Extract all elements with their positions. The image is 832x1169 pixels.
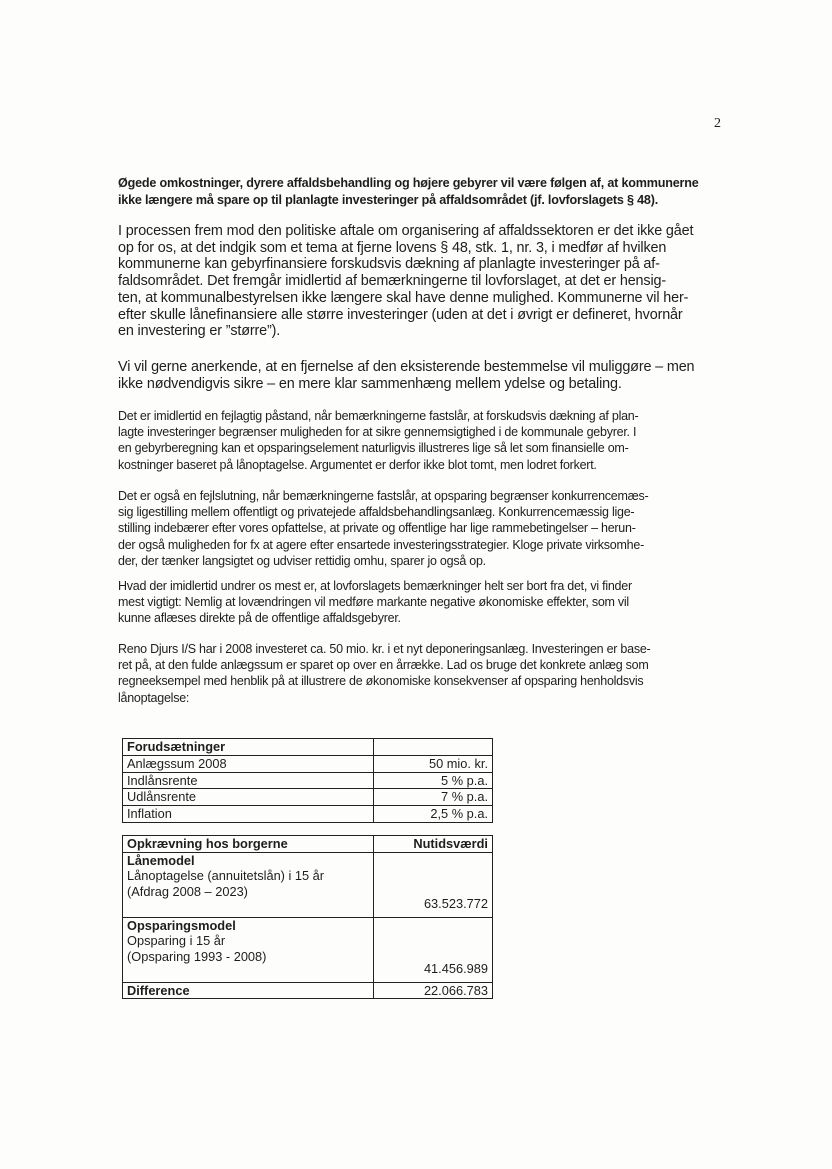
table-row: Udlånsrente 7 % p.a. <box>123 789 493 806</box>
paragraph-3: Det er imidlertid en fejlagtig påstand, når bemærkningerne fastslår, at forskudsvis dækning af plan- lagte investeringer begrænser muligheden for at sikre gennemsigtighed i de kommunale gebyrer. I en gebyrberegning kan et opsparingselement naturligvis illustreres lige så let som finansielle om- kostninger baseret på lånoptagelse. Argumentet er derfor ikke blot tomt, men lodret forkert. <box>118 409 639 472</box>
loan-model-value: 63.523.772 <box>374 852 493 917</box>
table-row <box>123 739 493 756</box>
difference-label: Difference <box>123 982 374 999</box>
paragraph-5: Hvad der imidlertid undrer os mest er, at lovforslagets bemærkninger helt ser bort fra det, vi finder mest vigtigt: Nemlig at lovændringen vil medføre markante negative økonomiske effekter, som vil kunne aflæses direkte på de offentlige affaldsgebyrer. <box>118 579 632 626</box>
savings-model-title: Opsparingsmodel <box>127 917 236 933</box>
paragraph-4: Det er også en fejlslutning, når bemærkningerne fastslår, at opsparing begrænser konkurrencemæs- sig ligestilling mellem offentligt og privatejede affaldsbehandlingsanlæg. Konkurrencemæssig lige- stilling indebærer efter vores opfattelse, at private og offentlige har lige rammebetingelser – herun- der også muligheden for fx at agere efter ensartede investeringsstrategier. Kloge private virksomhe- der, der tænker langsigtet og udviser rettidig omhu, sparer jo også op. <box>118 489 649 568</box>
results-header-left: Opkrævning hos borgerne <box>123 836 374 853</box>
loan-model-title: Lånemodel <box>127 852 195 868</box>
table-row <box>123 836 493 853</box>
results-header-right: Nutidsværdi <box>374 836 493 853</box>
results-table <box>122 835 493 999</box>
savings-model-value: 41.456.989 <box>374 917 493 982</box>
assumptions-header: Forudsætninger <box>123 739 374 756</box>
table-row <box>123 982 493 999</box>
table-row: Lånemodel Lånoptagelse (annuitetslån) i 15 år (Afdrag 2008 – 2023) 63.523.772 <box>123 852 493 917</box>
table-row: Anlægssum 2008 50 mio. kr. <box>123 755 493 772</box>
page-number: 2 <box>714 116 721 131</box>
assumptions-table <box>122 738 493 823</box>
paragraph-6: Reno Djurs I/S har i 2008 investeret ca. 50 mio. kr. i et nyt deponeringsanlæg. Investeringen er base- ret på, at den fulde anlægssum er sparet op over en årrække. Lad os bruge det konkrete anlæg som regneeksempel med henblik på at illustrere de økonomiske konsekvenser af opsparing henholdsvis lånoptagelse: <box>118 642 651 705</box>
table-row: Indlånsrente 5 % p.a. <box>123 772 493 789</box>
table-row: Inflation 2,5 % p.a. <box>123 806 493 823</box>
intro-bold-paragraph: Øgede omkostninger, dyrere affaldsbehandling og højere gebyrer vil være følgen af, at kommunerne ikke længere må spare op til planlagte investeringer på affaldsområdet (jf. lovforslagets § 48). <box>118 176 699 207</box>
table-row: Opsparingsmodel Opsparing i 15 år (Opsparing 1993 - 2008) 41.456.989 <box>123 917 493 982</box>
paragraph-2: Vi vil gerne anerkende, at en fjernelse af den eksisterende bestemmelse vil muliggøre – men ikke nødvendigvis sikre – en mere klar sammenhæng mellem ydelse og betaling. <box>118 359 695 392</box>
difference-value: 22.066.783 <box>374 982 493 999</box>
paragraph-1: I processen frem mod den politiske aftale om organisering af affaldssektoren er det ikke gået op for os, at det indgik som et tema at fjerne lovens § 48, stk. 1, nr. 3, i medfør af hvilken kommunerne kan gebyrfinansiere forskudsvis dækning af planlagte investeringer på af- faldsområdet. Det fremgår imidlertid af bemærkningerne til lovforslaget, at det er hensig- ten, at kommunalbestyrelsen ikke længere skal have denne mulighed. Kommunerne vil her- efter skulle lånefinansiere alle større investeringer (uden at det i øvrigt er defineret, hvornår en investering er ”større”). <box>118 223 694 340</box>
